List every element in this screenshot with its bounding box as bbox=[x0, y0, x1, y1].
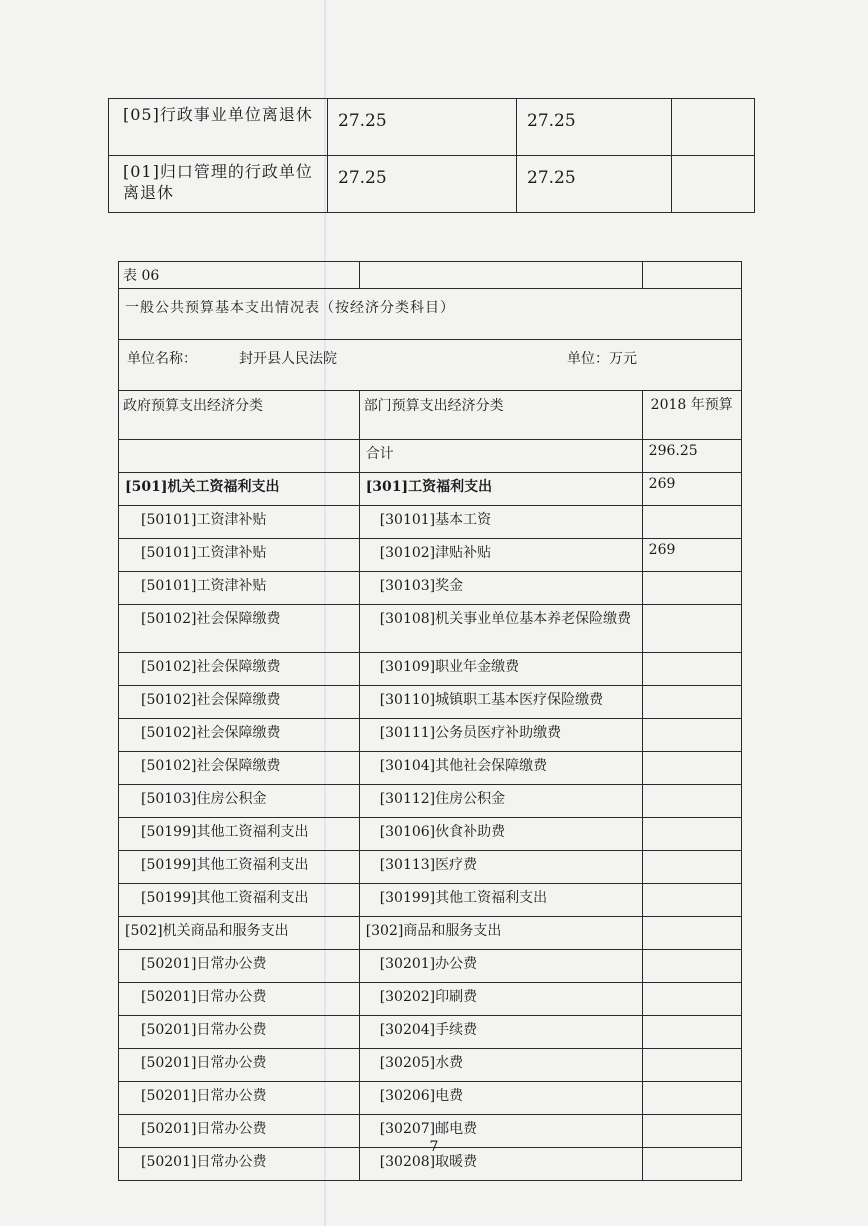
budget-cell bbox=[642, 686, 741, 719]
gov-class-cell: [50201]日常办公费 bbox=[119, 1148, 360, 1181]
expenditure-table bbox=[118, 261, 742, 1181]
dept-class-cell: [30103]奖金 bbox=[359, 572, 642, 605]
row-value: 27.25 bbox=[328, 156, 517, 213]
table-row bbox=[119, 983, 742, 1016]
table-row bbox=[119, 851, 742, 884]
dept-class-cell: [30108]机关事业单位基本养老保险缴费 bbox=[359, 605, 642, 653]
dept-class-cell: [30106]伙食补助费 bbox=[359, 818, 642, 851]
dept-class-cell: [30199]其他工资福利支出 bbox=[359, 884, 642, 917]
gov-class-cell: [50201]日常办公费 bbox=[119, 1082, 360, 1115]
unit-row bbox=[119, 340, 742, 391]
budget-cell bbox=[642, 950, 741, 983]
row-value: 27.25 bbox=[517, 99, 672, 156]
table-row bbox=[119, 605, 742, 653]
budget-cell bbox=[642, 506, 741, 539]
page-number: 7 bbox=[429, 1139, 439, 1155]
total-label: 合计 bbox=[359, 440, 642, 473]
gov-class-cell: [50101]工资津补贴 bbox=[119, 572, 360, 605]
gov-class-cell: [50103]住房公积金 bbox=[119, 785, 360, 818]
row-value: 27.25 bbox=[517, 156, 672, 213]
gov-class-cell: [502]机关商品和服务支出 bbox=[119, 917, 360, 950]
gov-class-cell: [50102]社会保障缴费 bbox=[119, 719, 360, 752]
gov-class-cell: [50199]其他工资福利支出 bbox=[119, 884, 360, 917]
table-row bbox=[119, 1049, 742, 1082]
column-header: 政府预算支出经济分类 bbox=[119, 391, 360, 440]
gov-class-cell: [50101]工资津补贴 bbox=[119, 539, 360, 572]
column-header: 2018 年预算 bbox=[642, 391, 741, 440]
budget-cell bbox=[642, 917, 741, 950]
dept-class-cell: [30208]取暖费 bbox=[359, 1148, 642, 1181]
gov-class-cell: [50199]其他工资福利支出 bbox=[119, 851, 360, 884]
gov-class-cell: [50201]日常办公费 bbox=[119, 1016, 360, 1049]
table-row bbox=[119, 719, 742, 752]
dept-class-cell: [30205]水费 bbox=[359, 1049, 642, 1082]
dept-class-cell: [302]商品和服务支出 bbox=[359, 917, 642, 950]
gov-class-cell: [501]机关工资福利支出 bbox=[119, 473, 360, 506]
unit-name: 封开县人民法院 bbox=[239, 351, 337, 367]
unit-cell bbox=[119, 340, 742, 391]
dept-class-cell: [30102]津贴补贴 bbox=[359, 539, 642, 572]
gov-class-cell: [50199]其他工资福利支出 bbox=[119, 818, 360, 851]
gov-class-cell: [50201]日常办公费 bbox=[119, 1115, 360, 1148]
table-tag-row bbox=[119, 262, 742, 289]
table-row bbox=[119, 539, 742, 572]
budget-cell bbox=[642, 752, 741, 785]
budget-cell bbox=[642, 572, 741, 605]
dept-class-cell: [30201]办公费 bbox=[359, 950, 642, 983]
budget-cell bbox=[642, 851, 741, 884]
row-value bbox=[672, 156, 755, 213]
budget-cell bbox=[642, 818, 741, 851]
table-row bbox=[119, 653, 742, 686]
table-row bbox=[119, 752, 742, 785]
budget-cell bbox=[642, 1082, 741, 1115]
table-row bbox=[119, 950, 742, 983]
dept-class-cell: [301]工资福利支出 bbox=[359, 473, 642, 506]
dept-class-cell: [30204]手续费 bbox=[359, 1016, 642, 1049]
budget-cell bbox=[642, 1016, 741, 1049]
empty-cell bbox=[119, 440, 360, 473]
table-row bbox=[119, 917, 742, 950]
dept-class-cell: [30109]职业年金缴费 bbox=[359, 653, 642, 686]
row-value bbox=[672, 99, 755, 156]
budget-cell: 269 bbox=[642, 539, 741, 572]
continuation-table bbox=[108, 98, 755, 213]
dept-class-cell: [30111]公务员医疗补助缴费 bbox=[359, 719, 642, 752]
table-row bbox=[119, 818, 742, 851]
total-row bbox=[119, 440, 742, 473]
gov-class-cell: [50102]社会保障缴费 bbox=[119, 605, 360, 653]
table-row bbox=[119, 884, 742, 917]
currency-unit: 单位：万元 bbox=[567, 351, 637, 367]
dept-class-cell: [30101]基本工资 bbox=[359, 506, 642, 539]
row-value: 27.25 bbox=[328, 99, 517, 156]
gov-class-cell: [50102]社会保障缴费 bbox=[119, 653, 360, 686]
row-name: [01]归口管理的行政单位离退休 bbox=[109, 156, 328, 213]
empty-cell bbox=[642, 262, 741, 289]
gov-class-cell: [50201]日常办公费 bbox=[119, 1049, 360, 1082]
unit-label: 单位名称： bbox=[127, 351, 197, 367]
dept-class-cell: [30207]邮电费 bbox=[359, 1115, 642, 1148]
table-row bbox=[119, 686, 742, 719]
table-row bbox=[109, 156, 755, 213]
gov-class-cell: [50102]社会保障缴费 bbox=[119, 752, 360, 785]
budget-cell: 269 bbox=[642, 473, 741, 506]
table-row bbox=[119, 785, 742, 818]
dept-class-cell: [30104]其他社会保障缴费 bbox=[359, 752, 642, 785]
table-row bbox=[119, 506, 742, 539]
table-title: 一般公共预算基本支出情况表（按经济分类科目） bbox=[119, 289, 742, 340]
budget-cell bbox=[642, 719, 741, 752]
empty-cell bbox=[359, 262, 642, 289]
table-row bbox=[119, 1082, 742, 1115]
header-row bbox=[119, 391, 742, 440]
gov-class-cell: [50201]日常办公费 bbox=[119, 950, 360, 983]
budget-cell bbox=[642, 884, 741, 917]
gov-class-cell: [50201]日常办公费 bbox=[119, 983, 360, 1016]
dept-class-cell: [30202]印刷费 bbox=[359, 983, 642, 1016]
budget-cell bbox=[642, 785, 741, 818]
dept-class-cell: [30206]电费 bbox=[359, 1082, 642, 1115]
table-tag: 表 06 bbox=[119, 262, 360, 289]
column-header: 部门预算支出经济分类 bbox=[359, 391, 642, 440]
budget-cell bbox=[642, 605, 741, 653]
table-row bbox=[109, 99, 755, 156]
row-name: [05]行政事业单位离退休 bbox=[109, 99, 328, 156]
table-row bbox=[119, 473, 742, 506]
table-row bbox=[119, 572, 742, 605]
budget-cell bbox=[642, 1049, 741, 1082]
title-row bbox=[119, 289, 742, 340]
dept-class-cell: [30110]城镇职工基本医疗保险缴费 bbox=[359, 686, 642, 719]
gov-class-cell: [50102]社会保障缴费 bbox=[119, 686, 360, 719]
dept-class-cell: [30113]医疗费 bbox=[359, 851, 642, 884]
budget-cell bbox=[642, 653, 741, 686]
total-value: 296.25 bbox=[642, 440, 741, 473]
budget-cell bbox=[642, 983, 741, 1016]
table-row bbox=[119, 1016, 742, 1049]
gov-class-cell: [50101]工资津补贴 bbox=[119, 506, 360, 539]
dept-class-cell: [30112]住房公积金 bbox=[359, 785, 642, 818]
